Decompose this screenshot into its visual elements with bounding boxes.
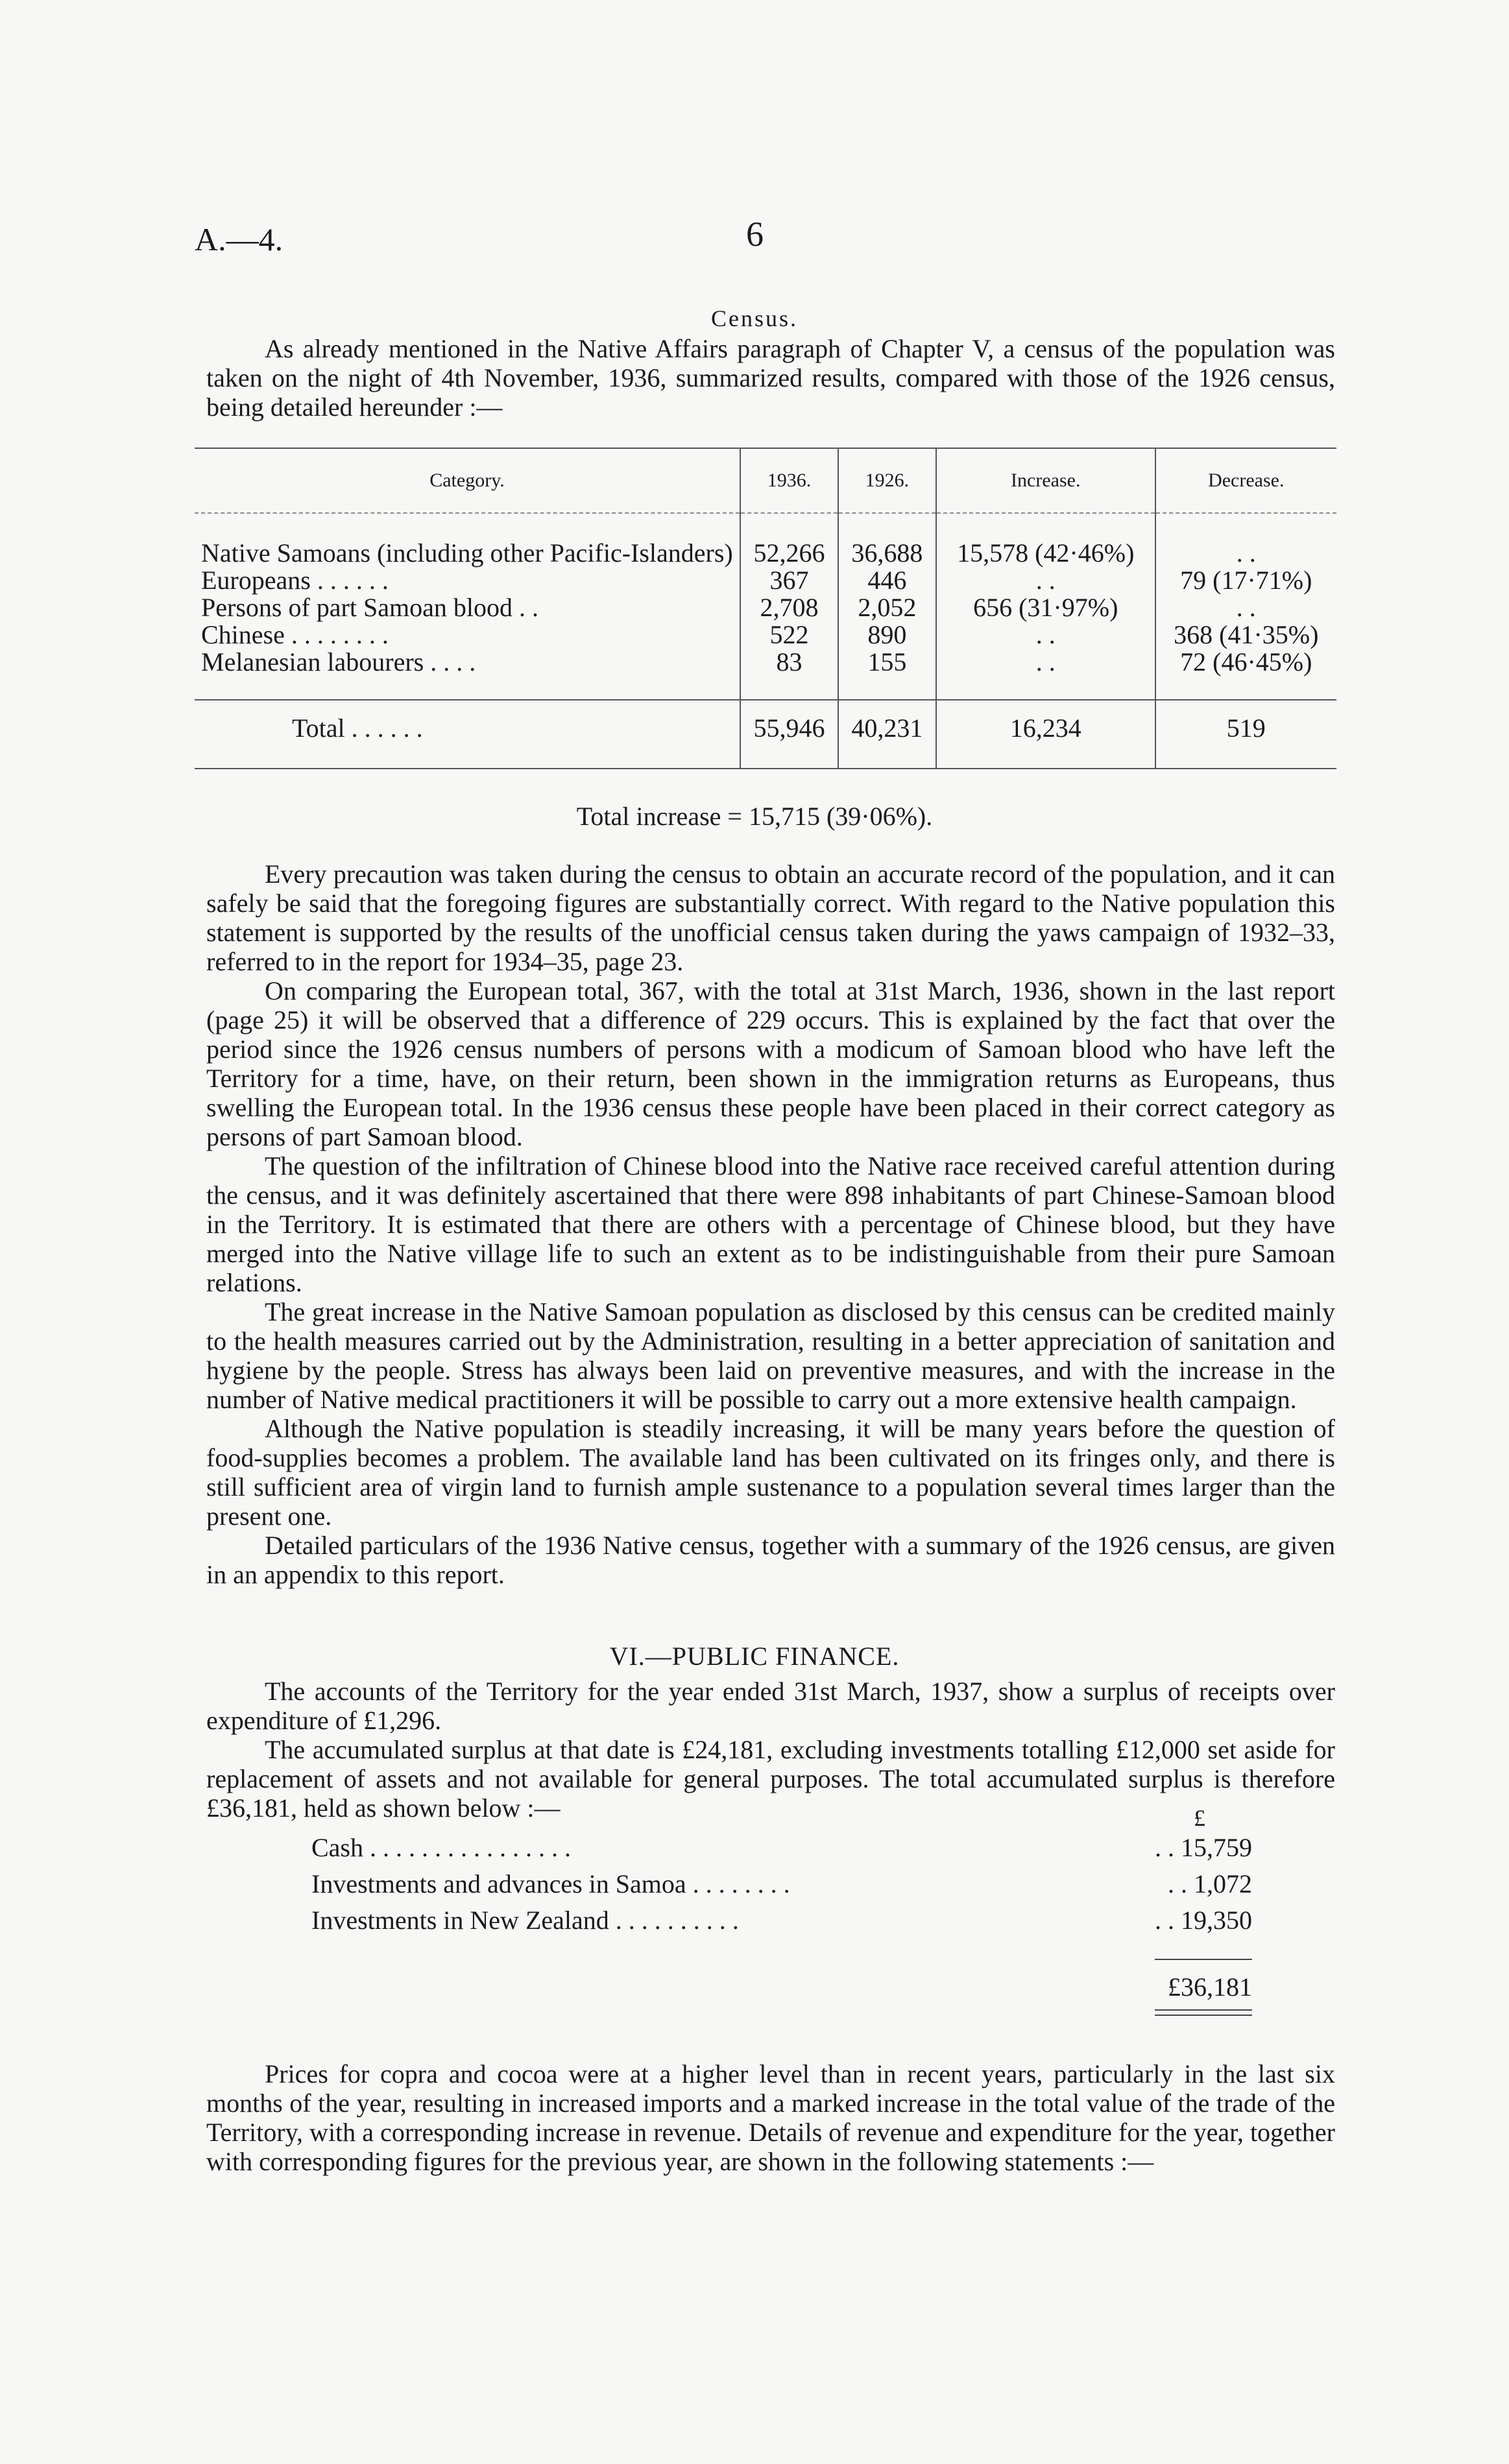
row-category: Melanesian labourers . . . . bbox=[201, 647, 476, 676]
col-increase: Increase. bbox=[936, 448, 1155, 513]
row-increase: 15,578 (42·46%) bbox=[936, 513, 1155, 567]
sum-rule bbox=[1155, 1959, 1252, 1960]
paragraph: On comparing the European total, 367, with the total at 31st March, 1936, shown in the last report (page 25) it will be observed that a difference of 229 occurs. This is explained by the fact that over the period since the 1926 census numbers of persons with a modicum of Samoan blood who have left the Territory for a time, have, on their return, been shown in the immigration returns as Europeans, thus swelling the European total. In the 1936 census these people have been placed in their correct category as persons of part Samoan blood. bbox=[206, 976, 1335, 1151]
total-increase-line: Total increase = 15,715 (39·06%). bbox=[576, 802, 933, 831]
paragraph: The accounts of the Territory for the year ended 31st March, 1937, show a surplus of receipts over expenditure of £1,296. bbox=[206, 1677, 1335, 1735]
census-table bbox=[195, 448, 1336, 769]
surplus-holdings-table bbox=[311, 1829, 1252, 1938]
row-1926: 446 bbox=[838, 567, 936, 594]
row-1926: 36,688 bbox=[838, 513, 936, 567]
row-decrease: . . bbox=[1155, 513, 1336, 567]
paragraph: Every precaution was taken during the census to obtain an accurate record of the population, and it can safely be said that the foregoing figures are substantially correct. With regard to the Native population this statement is supported by the results of the unofficial census taken during the yaws campaign of 1932–33, referred to in the report for 1934–35, page 23. bbox=[206, 859, 1335, 976]
row-category: Native Samoans (including other Pacific-Islanders) bbox=[201, 538, 733, 568]
total-1926: 40,231 bbox=[838, 700, 936, 769]
holding-label: Cash . . . . . . . . . . . . . . . . bbox=[311, 1832, 571, 1862]
census-intro bbox=[206, 334, 1335, 422]
total-label: Total . . . . . . bbox=[195, 700, 740, 769]
table-row bbox=[195, 567, 1336, 594]
finance-heading: VI.—PUBLIC FINANCE. bbox=[609, 1642, 900, 1671]
col-decrease: Decrease. bbox=[1155, 448, 1336, 513]
holdings-total: £36,181 bbox=[1168, 1972, 1252, 2002]
census-discussion bbox=[206, 859, 1335, 1589]
row-increase: . . bbox=[936, 621, 1155, 649]
row-category: Europeans . . . . . . bbox=[201, 566, 389, 595]
census-intro-text: As already mentioned in the Native Affairs paragraph of Chapter V, a census of the population was taken on the night of 4th November, 1936, summarized results, compared with those of the 1926 census, being detailed hereunder :— bbox=[206, 334, 1335, 422]
census-header-row bbox=[195, 448, 1336, 513]
currency-symbol: £ bbox=[1194, 1805, 1205, 1831]
finance-intro bbox=[206, 1677, 1335, 1823]
row-1936: 83 bbox=[740, 649, 838, 700]
row-1936: 52,266 bbox=[740, 513, 838, 567]
holding-label: Investments in New Zealand . . . . . . . . . . bbox=[311, 1905, 739, 1935]
table-row bbox=[195, 621, 1336, 649]
row-1926: 2,052 bbox=[838, 594, 936, 621]
total-increase-cell: 16,234 bbox=[936, 700, 1155, 769]
page-number: 6 bbox=[746, 215, 764, 254]
total-double-rule-top bbox=[1155, 2009, 1252, 2011]
paragraph: The question of the infiltration of Chinese blood into the Native race received careful attention during the census, and it was definitely ascertained that there were 898 inhabitants of part Chinese-Samoan blood in the Territory. It is estimated that there are others with a percentage of Chinese blood, but they have merged into the Native village life to such an extent as to be indistinguishable from their pure Samoan relations. bbox=[206, 1151, 1335, 1297]
row-increase: 656 (31·97%) bbox=[936, 594, 1155, 621]
census-heading: Census. bbox=[710, 305, 798, 331]
finance-closing bbox=[206, 2059, 1335, 2176]
row-decrease: 72 (46·45%) bbox=[1155, 649, 1336, 700]
paragraph: The great increase in the Native Samoan population as disclosed by this census can be credited mainly to the health measures carried out by the Administration, resulting in a better appreciation of sanitation and hygiene by the people. Stress has always been laid on preventive measures, and with the increase in the number of Native medical practitioners it will be possible to carry out a more extensive health campaign. bbox=[206, 1297, 1335, 1414]
holding-value: . . 15,759 bbox=[1155, 1832, 1252, 1862]
holding-value: . . 1,072 bbox=[1168, 1869, 1252, 1898]
row-1926: 890 bbox=[838, 621, 936, 649]
holding-value: . . 19,350 bbox=[1155, 1905, 1252, 1935]
row-decrease: . . bbox=[1155, 594, 1336, 621]
table-row bbox=[195, 513, 1336, 567]
document-reference: A.—4. bbox=[195, 221, 284, 257]
table-row bbox=[195, 594, 1336, 621]
row-increase: . . bbox=[936, 567, 1155, 594]
table-row bbox=[195, 649, 1336, 700]
table-total-row bbox=[195, 700, 1336, 769]
paragraph: Detailed particulars of the 1936 Native census, together with a summary of the 1926 census, are given in an appendix to this report. bbox=[206, 1531, 1335, 1589]
paragraph: Prices for copra and cocoa were at a higher level than in recent years, particularly in the last six months of the year, resulting in increased imports and a marked increase in the total value of the trade of the Territory, with a corresponding increase in revenue. Details of revenue and expenditure for the year, together with corresponding figures for the previous year, are shown in the following statements :— bbox=[206, 2059, 1335, 2176]
table-row bbox=[311, 1829, 1252, 1865]
row-1926: 155 bbox=[838, 649, 936, 700]
row-category: Persons of part Samoan blood . . bbox=[201, 593, 538, 622]
table-row bbox=[311, 1902, 1252, 1938]
total-decrease-cell: 519 bbox=[1155, 700, 1336, 769]
total-double-rule-bottom bbox=[1155, 2015, 1252, 2016]
paragraph: The accumulated surplus at that date is £24,181, excluding investments totalling £12,000 set aside for replacement of assets and not available for general purposes. The total accumulated surplus is therefore £36,181, held as shown below :— bbox=[206, 1735, 1335, 1823]
col-category: Category. bbox=[195, 448, 740, 513]
col-1936: 1936. bbox=[740, 448, 838, 513]
paragraph: Although the Native population is steadily increasing, it will be many years before the question of food-supplies becomes a problem. The available land has been cultivated on its fringes only, and there is still sufficient area of virgin land to furnish ample sustenance to a population several times larger than the present one. bbox=[206, 1414, 1335, 1531]
col-1926: 1926. bbox=[838, 448, 936, 513]
row-category: Chinese . . . . . . . . bbox=[201, 620, 389, 649]
table-row bbox=[311, 1865, 1252, 1902]
row-decrease: 368 (41·35%) bbox=[1155, 621, 1336, 649]
row-1936: 2,708 bbox=[740, 594, 838, 621]
row-increase: . . bbox=[936, 649, 1155, 700]
row-decrease: 79 (17·71%) bbox=[1155, 567, 1336, 594]
row-1936: 522 bbox=[740, 621, 838, 649]
holding-label: Investments and advances in Samoa . . . . . . . . bbox=[311, 1869, 790, 1898]
row-1936: 367 bbox=[740, 567, 838, 594]
total-1936: 55,946 bbox=[740, 700, 838, 769]
